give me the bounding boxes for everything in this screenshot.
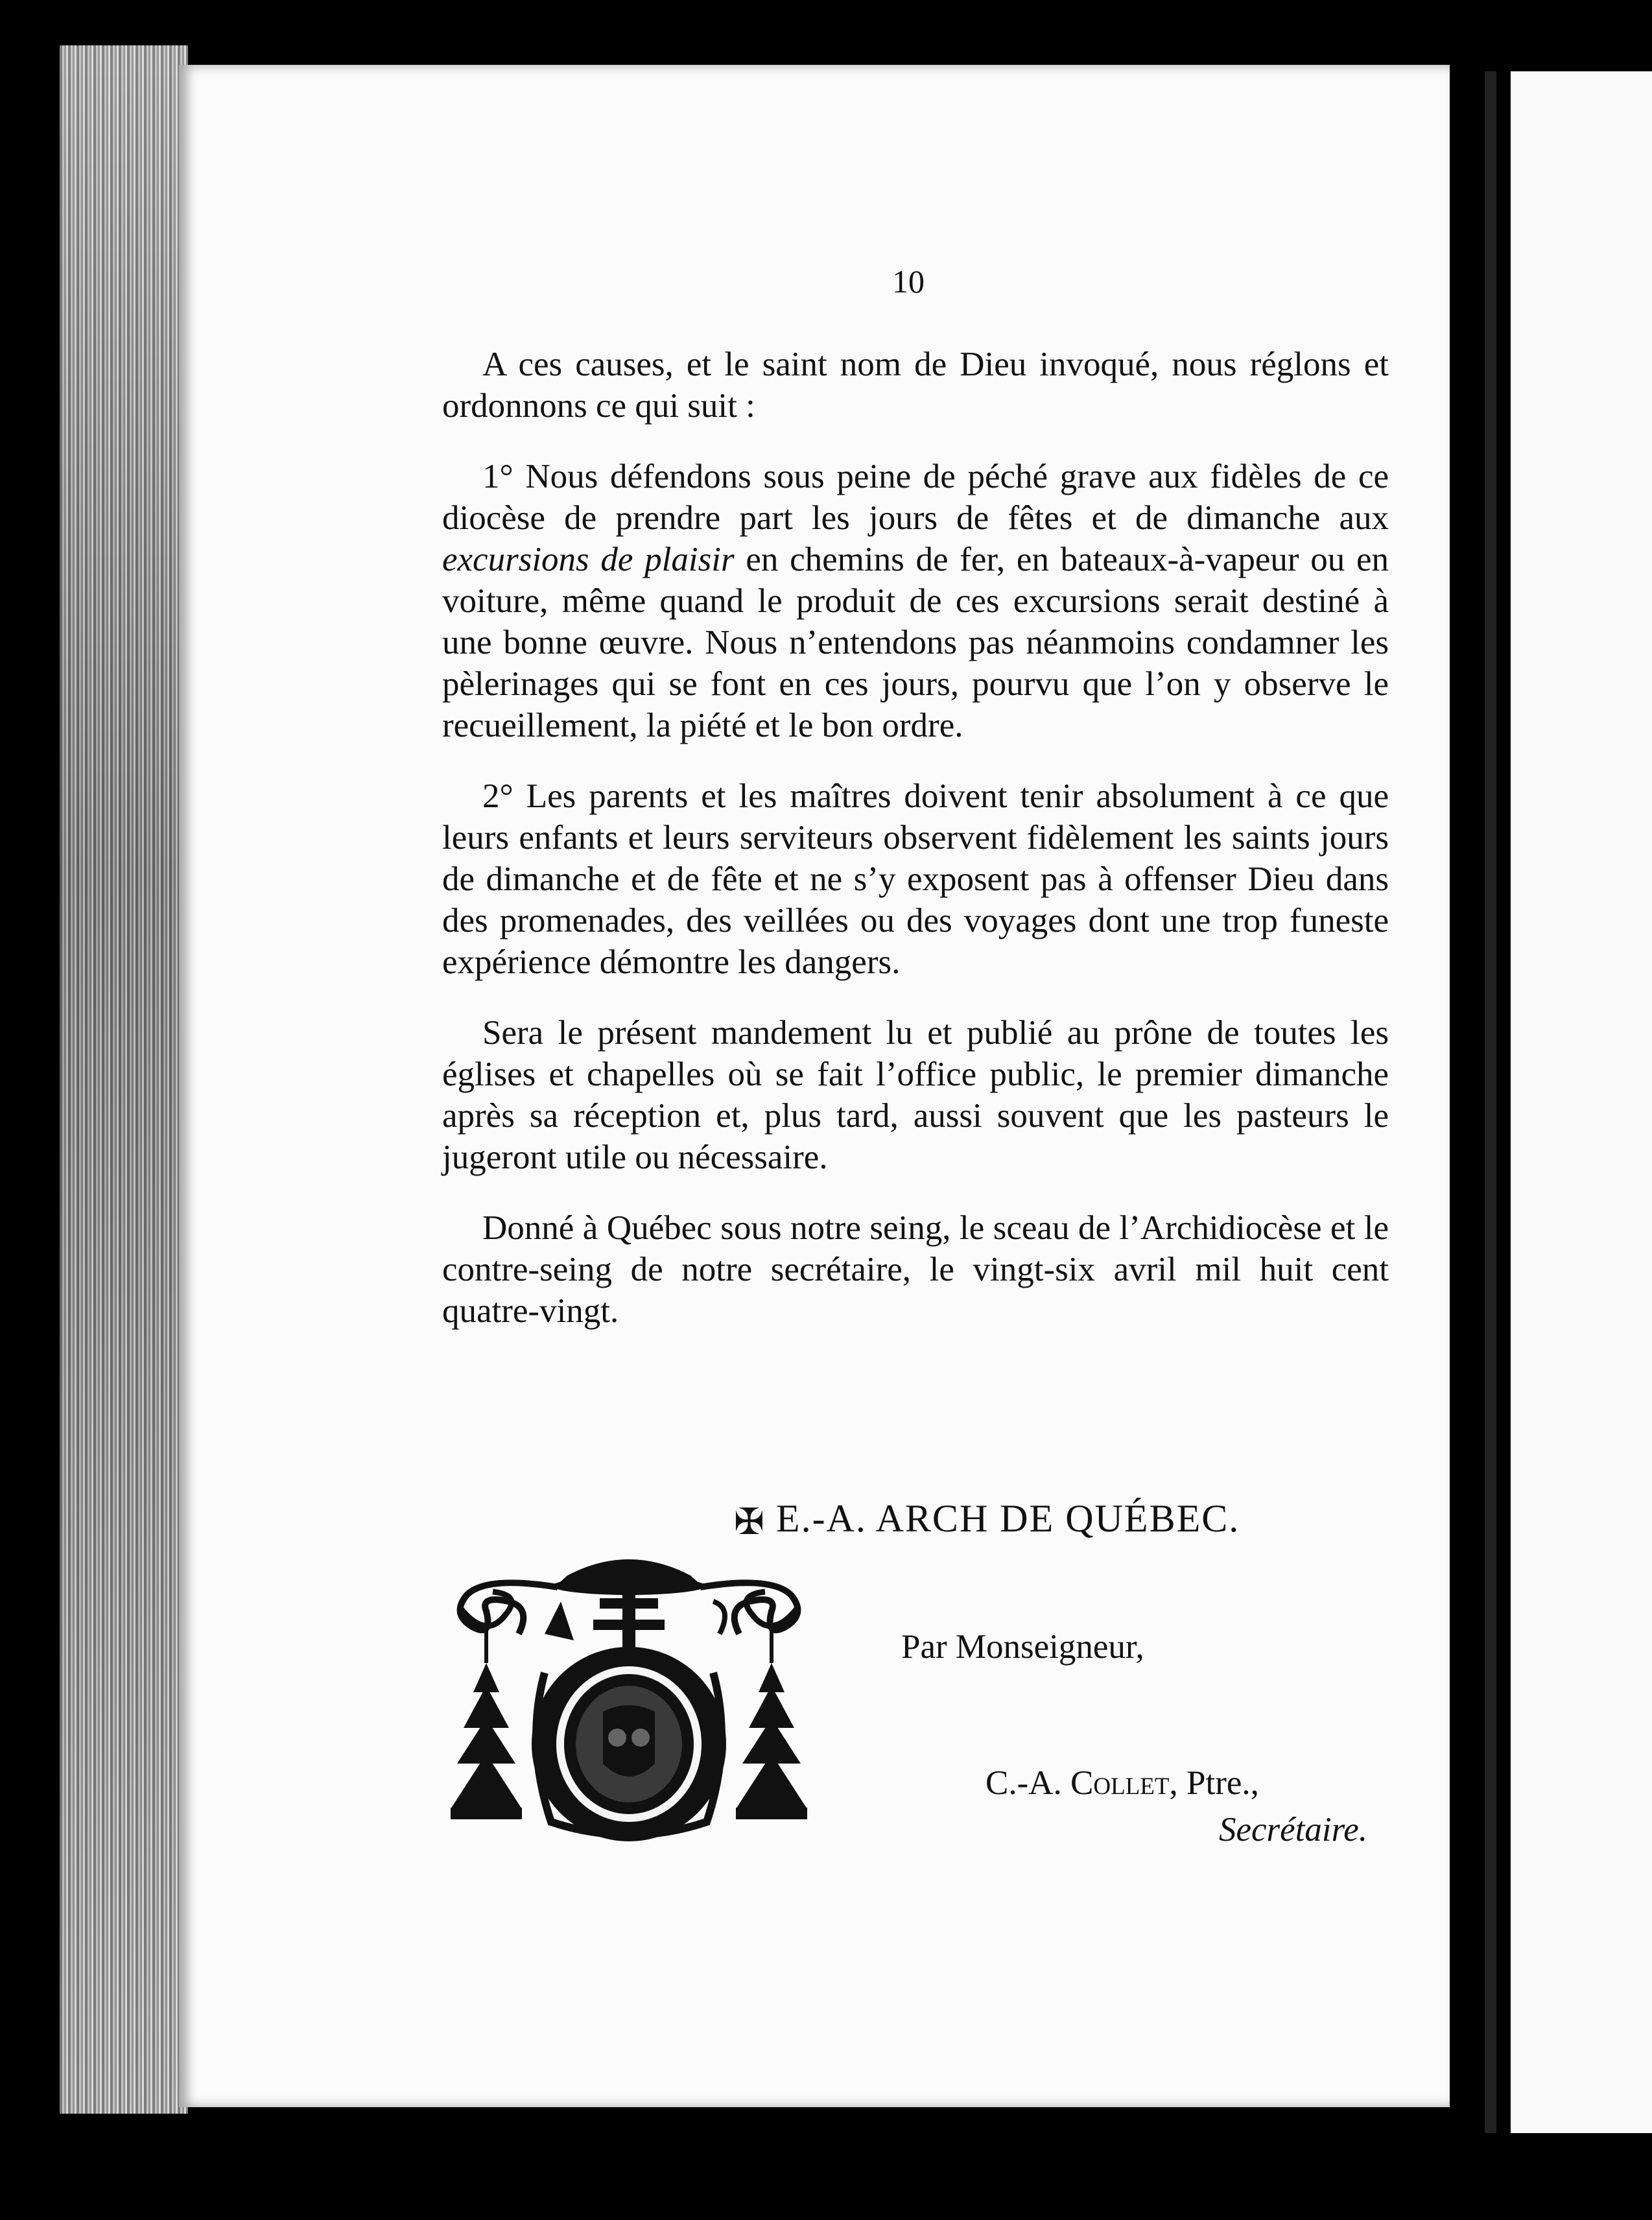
secretary-initials: C.-A. (985, 1764, 1071, 1802)
paragraph-publication: Sera le présent mandement lu et publié au prône de toutes les églises et chapelles où se fait l’office public, le premier dimanche après sa réception et, plus tard, aussi souvent que les pasteurs le jugeront utile ou nécessaire. (442, 1014, 1389, 1176)
book-page-edges (60, 45, 188, 2114)
paragraph-article-2: 2° Les parents et les maîtres doivent tenir absolument à ce que leurs enfants et leurs serviteurs observent fidèlement les saints jours de dimanche et de fête et ne s’y exposent pas à offenser Dieu dans des promenades, des veillées ou des voyages dont une trop funeste expérience démontre les dangers. (442, 777, 1389, 981)
article-1-text-start: 1° Nous défendons sous peine de péché grave aux fidèles de ce diocèse de prendre part les jours de fêtes et de dimanche aux (442, 458, 1389, 537)
archbishop-name: E.-A. ARCH DE QUÉBEC. (775, 1497, 1240, 1540)
secretary-name (985, 1764, 1259, 1802)
page-number: 10 (892, 263, 925, 300)
archbishop-signature (734, 1496, 1240, 1543)
paragraph-given-at: Donné à Québec sous notre seing, le sceau de l’Archidiocèse et le contre-seing de notre secrétaire, le vingt-six avril mil huit cent quatre-vingt. (442, 1209, 1389, 1330)
coat-of-arms-icon (447, 1550, 810, 1854)
cross-icon: ✠ (734, 1502, 766, 1542)
par-monseigneur: Par Monseigneur, (901, 1628, 1144, 1666)
secretary-title: , Ptre., (1169, 1764, 1259, 1802)
adjacent-page (1511, 71, 1652, 2133)
secretary-surname: Collet (1070, 1764, 1170, 1802)
page-gutter (1485, 71, 1496, 2133)
paragraph-article-1 (442, 456, 1389, 746)
article-1-emphasis: excursions de plaisir (442, 541, 735, 578)
body-text (442, 344, 1389, 1332)
paragraph-causes: A ces causes, et le saint nom de Dieu invoqué, nous réglons et ordonnons ce qui suit : (442, 346, 1389, 425)
article-1-text-end: en chemins de fer, en bateaux-à-vapeur ou en voiture, même quand le produit de ces excursions serait destiné à une bonne œuvre. Nous n’entendons pas néanmoins condamner les pèlerinages qui se font en ces jours, pourvu que l’on y observe le recueillement, la piété et le bon ordre. (442, 541, 1389, 744)
secretary-role: Secrétaire. (1219, 1811, 1368, 1848)
